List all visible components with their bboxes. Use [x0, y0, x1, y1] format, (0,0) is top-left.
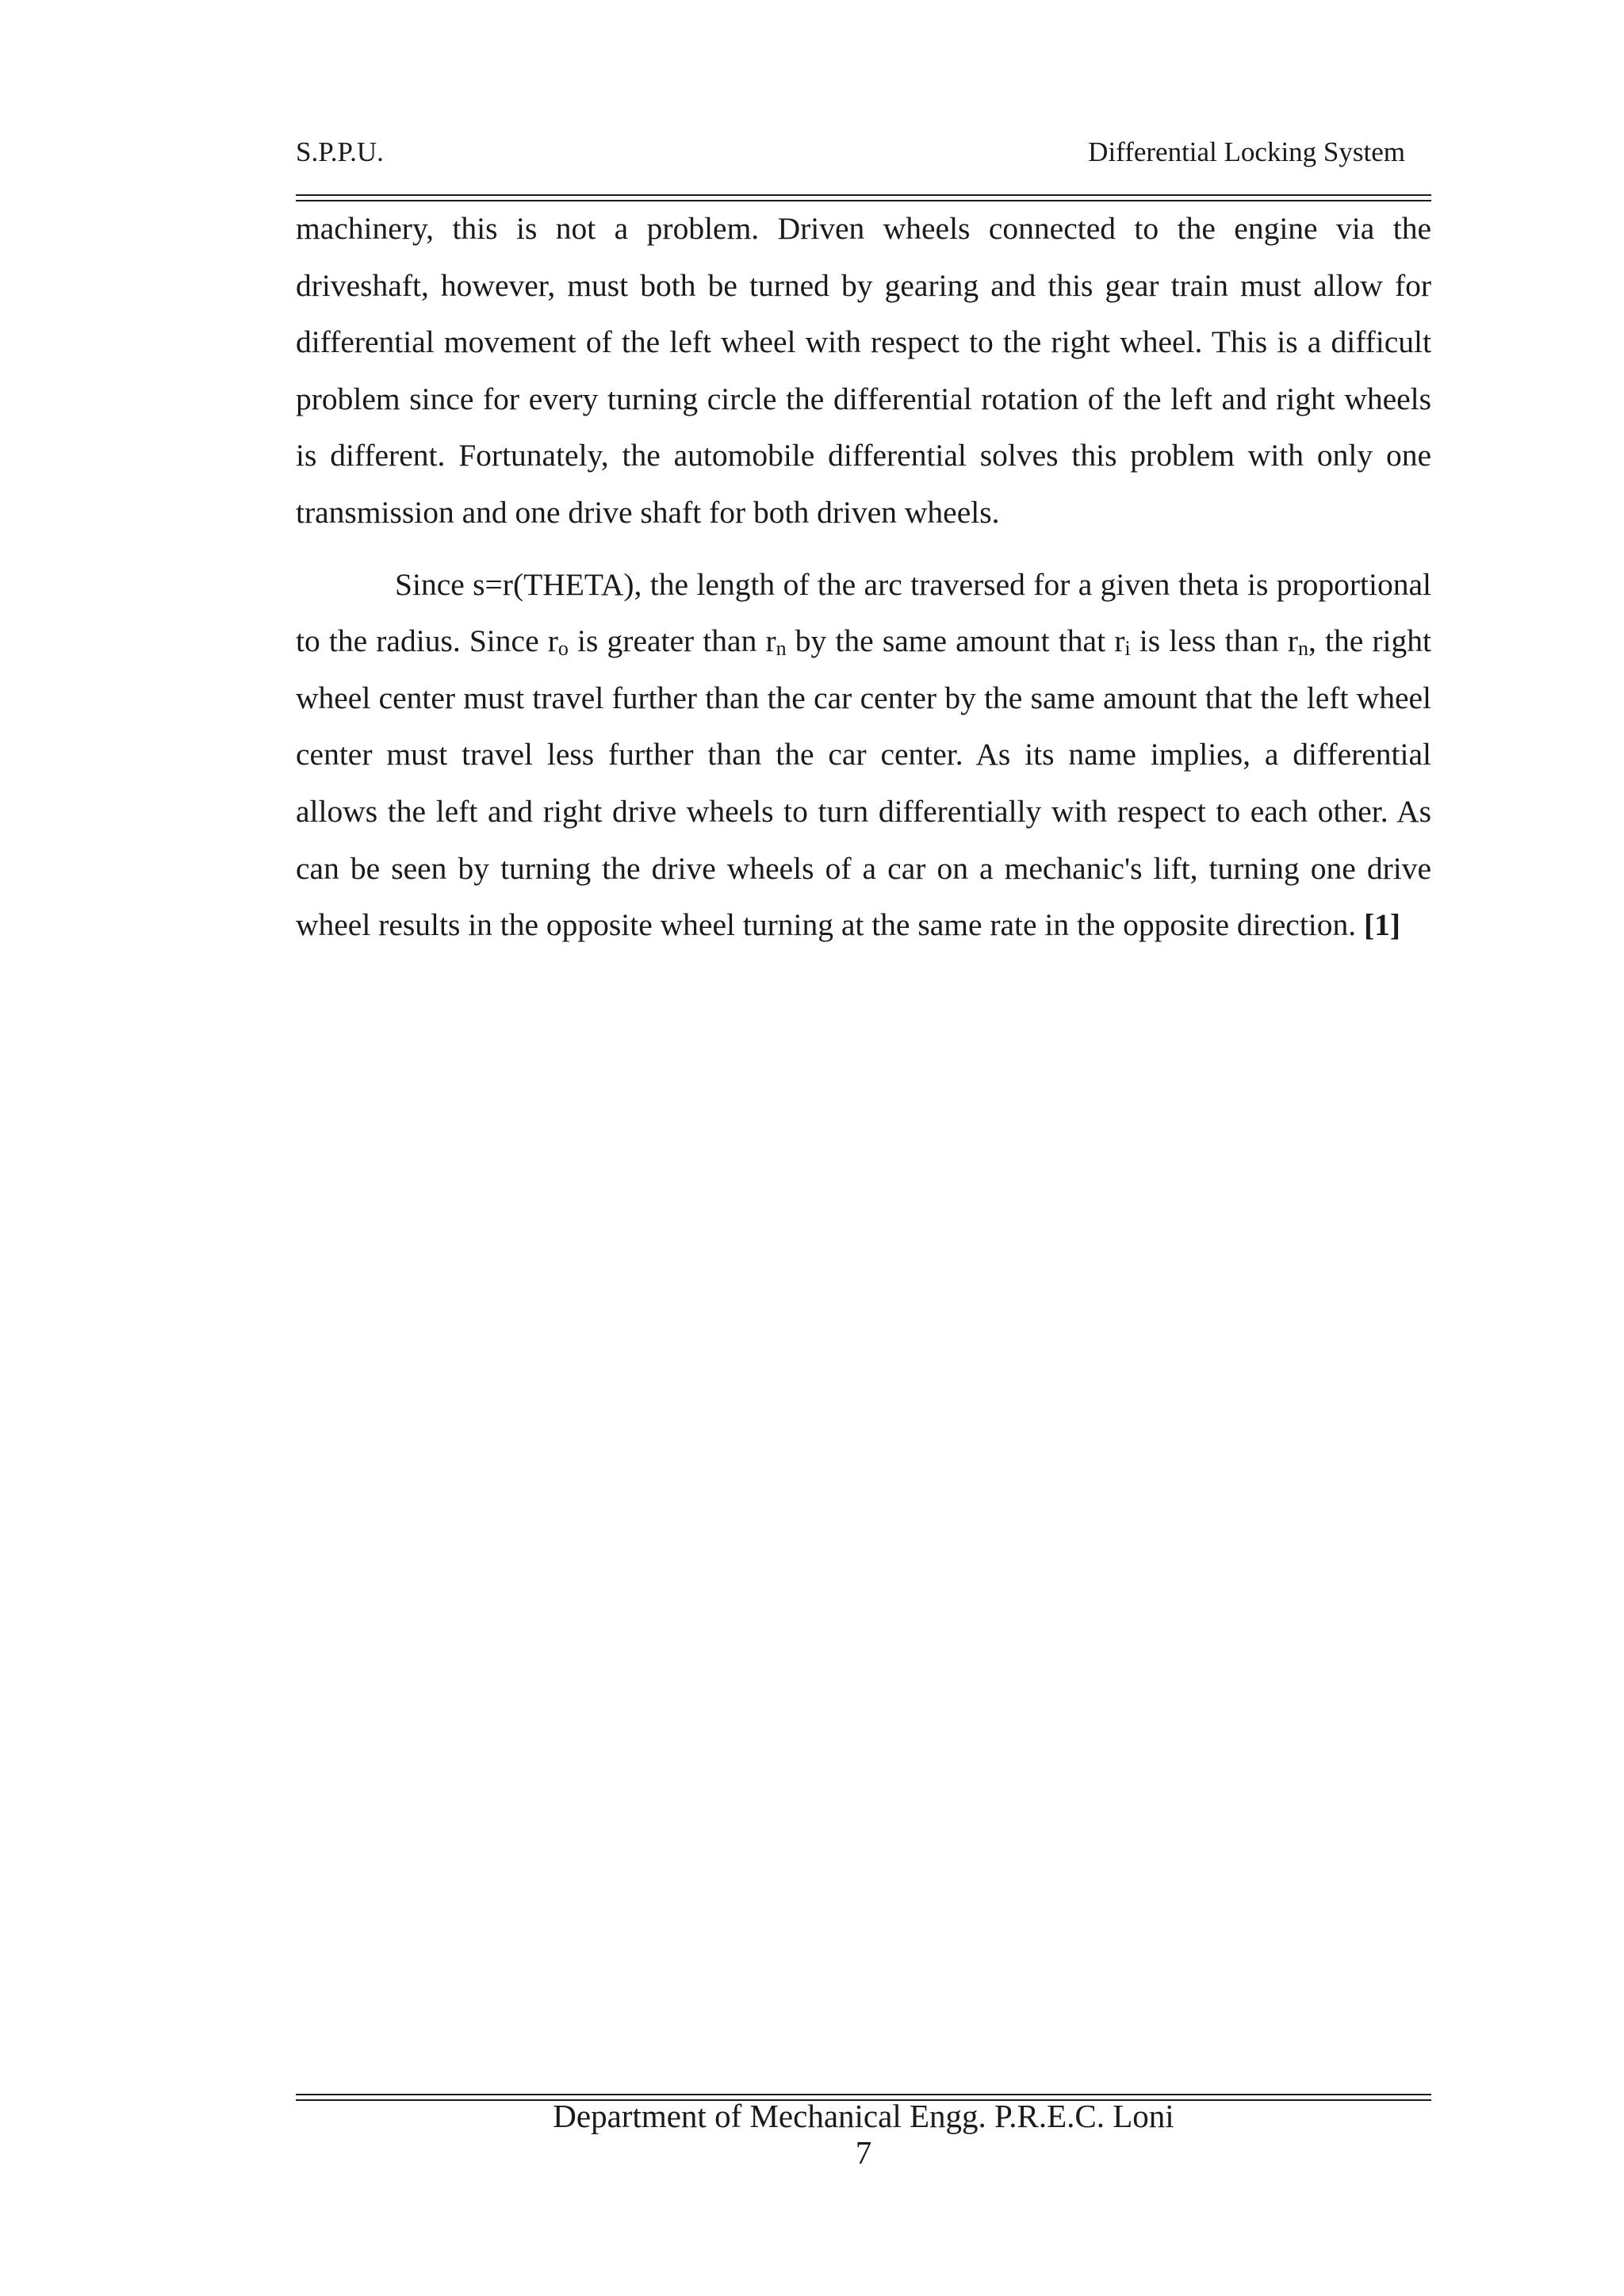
- footer-department: Department of Mechanical Engg. P.R.E.C. Loni: [553, 2098, 1174, 2134]
- subscript-n: n: [776, 637, 787, 661]
- page-number: 7: [855, 2134, 872, 2171]
- paragraph-2-text-1: Since s=r(THETA), the length of the arc traversed for a given theta is proportional to the radius. Since r: [296, 566, 1431, 659]
- header-document-title: Differential Locking System: [1088, 136, 1405, 167]
- header-university: S.P.P.U.: [296, 136, 384, 167]
- citation-reference: [1]: [1364, 907, 1401, 943]
- paragraph-2: [296, 557, 1431, 954]
- page-header: [296, 136, 1421, 176]
- paragraph-2-text-4: is less than r: [1130, 623, 1298, 659]
- paragraph-2-text-5: , the right wheel center must travel further than the car center by the same amount that the left wheel center must travel less further than the car center. As its name implies, a differential allows the left and right drive wheels to turn differentially with respect to each other. As can be seen by turning the drive wheels of a car on a mechanic's lift, turning one drive wheel results in the opposite wheel turning at the same rate in the opposite direction.: [296, 623, 1431, 943]
- page-footer: [296, 2098, 1431, 2171]
- paragraph-2-text-2: is greater than r: [568, 623, 776, 659]
- body-text: [296, 201, 1431, 954]
- paragraph-2-text-3: by the same amount that r: [786, 623, 1125, 659]
- paragraph-1: machinery, this is not a problem. Driven wheels connected to the engine via the driveshaft, however, must both be turned by gearing and this gear train must allow for differential movement of the left wheel with respect to the right wheel. This is a difficult problem since for every turning circle the differential rotation of the left and right wheels is different. Fortunately, the automobile differential solves this problem with only one transmission and one drive shaft for both driven wheels.: [296, 211, 1431, 530]
- subscript-n-2: n: [1297, 637, 1308, 661]
- subscript-o: o: [557, 637, 569, 661]
- subscript-i: i: [1124, 637, 1131, 661]
